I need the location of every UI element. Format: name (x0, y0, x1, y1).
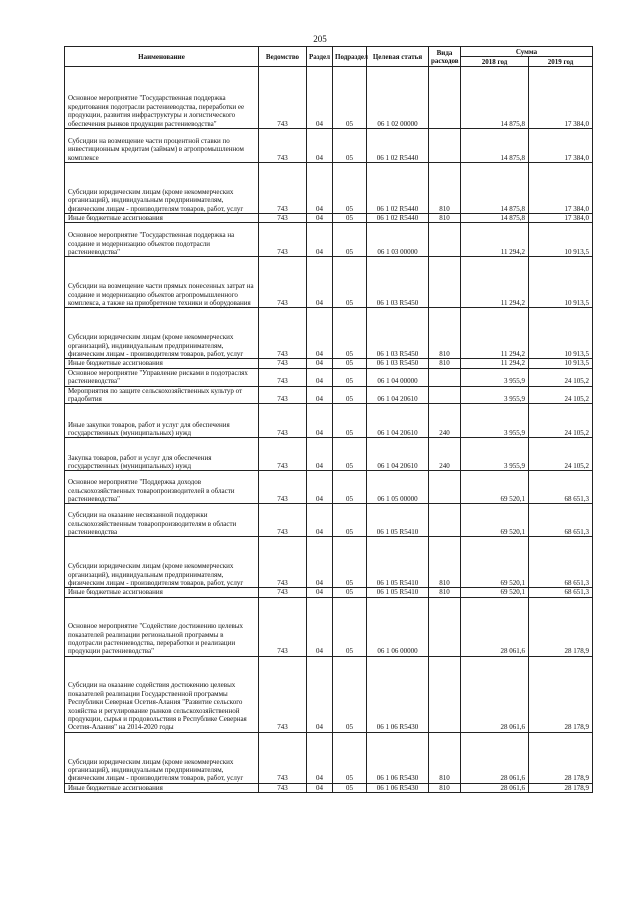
row-name: Основное мероприятие "Государственная поддержка кредитования подотрасли растениеводства, переработки ее продукции, развития инфраструктуры и логистического обеспечения рынков продукции растениеводства" (65, 67, 259, 129)
row-subsection: 05 (333, 257, 367, 308)
row-subsection: 05 (333, 588, 367, 597)
header-sum: Сумма (461, 47, 593, 57)
row-department: 743 (259, 223, 307, 257)
row-sum-2018: 28 061,6 (461, 783, 529, 792)
budget-table (64, 46, 593, 793)
row-target-article: 06 1 03 R5450 (367, 359, 429, 368)
row-sum-2019: 10 913,5 (529, 308, 593, 359)
table-row (65, 656, 593, 732)
row-sum-2018: 28 061,6 (461, 656, 529, 732)
row-subsection: 05 (333, 386, 367, 404)
row-expense-type (429, 368, 461, 386)
row-department: 743 (259, 537, 307, 588)
table-row (65, 438, 593, 471)
row-name: Субсидии на возмещение части процентной ставки по инвестиционным кредитам (займам) в агропромышленном комплексе (65, 129, 259, 163)
row-section: 04 (307, 656, 333, 732)
row-subsection: 05 (333, 438, 367, 471)
row-expense-type: 810 (429, 732, 461, 783)
row-expense-type (429, 257, 461, 308)
row-sum-2019: 28 178,9 (529, 597, 593, 656)
row-sum-2019: 68 651,3 (529, 471, 593, 504)
row-department: 743 (259, 404, 307, 438)
row-sum-2019: 24 105,2 (529, 438, 593, 471)
row-target-article: 06 1 04 00000 (367, 368, 429, 386)
row-expense-type: 240 (429, 404, 461, 438)
row-name: Иные бюджетные ассигнования (65, 359, 259, 368)
row-name: Субсидии на оказание несвязанной поддержки сельскохозяйственным товаропроизводителям в области растениеводства (65, 504, 259, 537)
row-sum-2018: 69 520,1 (461, 471, 529, 504)
table-row (65, 308, 593, 359)
row-subsection: 05 (333, 732, 367, 783)
row-subsection: 05 (333, 163, 367, 214)
row-sum-2019: 68 651,3 (529, 537, 593, 588)
row-section: 04 (307, 471, 333, 504)
row-section: 04 (307, 214, 333, 223)
row-sum-2019: 28 178,9 (529, 656, 593, 732)
row-target-article: 06 1 02 R5440 (367, 214, 429, 223)
row-name: Основное мероприятие "Поддержка доходов сельскохозяйственных товаропроизводителей в области растениеводства" (65, 471, 259, 504)
row-subsection: 05 (333, 597, 367, 656)
table-body (65, 67, 593, 793)
row-target-article: 06 1 05 00000 (367, 471, 429, 504)
row-name: Иные бюджетные ассигнования (65, 588, 259, 597)
row-target-article: 06 1 02 R5440 (367, 129, 429, 163)
row-sum-2018: 11 294,2 (461, 257, 529, 308)
row-sum-2019: 28 178,9 (529, 732, 593, 783)
row-sum-2018: 3 955,9 (461, 386, 529, 404)
table-row (65, 732, 593, 783)
row-name: Основное мероприятие "Государственная поддержка на создание и модернизацию объектов подотрасли растениеводства" (65, 223, 259, 257)
row-sum-2018: 28 061,6 (461, 597, 529, 656)
row-target-article: 06 1 06 R5430 (367, 783, 429, 792)
table-row (65, 129, 593, 163)
table-row (65, 67, 593, 129)
row-expense-type: 810 (429, 214, 461, 223)
row-section: 04 (307, 597, 333, 656)
row-department: 743 (259, 656, 307, 732)
row-department: 743 (259, 257, 307, 308)
row-expense-type (429, 504, 461, 537)
row-name: Иные бюджетные ассигнования (65, 783, 259, 792)
row-section: 04 (307, 438, 333, 471)
table-row (65, 783, 593, 792)
row-name: Субсидии юридическим лицам (кроме некоммерческих организаций), индивидуальным предпринимателям, физическим лицам - производителям товаров, работ, услуг (65, 163, 259, 214)
table-row (65, 214, 593, 223)
row-subsection: 05 (333, 214, 367, 223)
row-target-article: 06 1 06 00000 (367, 597, 429, 656)
row-name: Иные бюджетные ассигнования (65, 214, 259, 223)
row-sum-2019: 68 651,3 (529, 588, 593, 597)
row-target-article: 06 1 06 R5430 (367, 732, 429, 783)
row-expense-type: 810 (429, 163, 461, 214)
row-sum-2018: 11 294,2 (461, 223, 529, 257)
header-expense-type: Вида расходов (429, 47, 461, 67)
row-expense-type: 810 (429, 537, 461, 588)
row-department: 743 (259, 438, 307, 471)
row-expense-type (429, 471, 461, 504)
row-section: 04 (307, 257, 333, 308)
table-row (65, 537, 593, 588)
row-sum-2018: 28 061,6 (461, 732, 529, 783)
row-section: 04 (307, 368, 333, 386)
row-section: 04 (307, 588, 333, 597)
row-sum-2019: 28 178,9 (529, 783, 593, 792)
row-sum-2018: 69 520,1 (461, 588, 529, 597)
row-name: Основное мероприятие "Содействие достижению целевых показателей реализации региональной программы в подотрасли растениеводства, переработки и реализации продукции растениеводства" (65, 597, 259, 656)
row-subsection: 05 (333, 537, 367, 588)
row-sum-2019: 10 913,5 (529, 257, 593, 308)
row-target-article: 06 1 04 20610 (367, 386, 429, 404)
row-target-article: 06 1 03 R5450 (367, 308, 429, 359)
row-section: 04 (307, 67, 333, 129)
row-name: Субсидии юридическим лицам (кроме некоммерческих организаций), индивидуальным предпринимателям, физическим лицам - производителям товаров, работ, услуг (65, 537, 259, 588)
row-department: 743 (259, 783, 307, 792)
row-sum-2018: 3 955,9 (461, 438, 529, 471)
row-sum-2019: 17 384,0 (529, 163, 593, 214)
row-expense-type: 240 (429, 438, 461, 471)
table-row (65, 163, 593, 214)
row-target-article: 06 1 05 R5410 (367, 588, 429, 597)
row-sum-2018: 14 875,8 (461, 67, 529, 129)
row-department: 743 (259, 129, 307, 163)
row-section: 04 (307, 308, 333, 359)
row-section: 04 (307, 732, 333, 783)
row-sum-2018: 14 875,8 (461, 163, 529, 214)
row-target-article: 06 1 03 R5450 (367, 257, 429, 308)
row-department: 743 (259, 214, 307, 223)
header-subsection: Подраздел (333, 47, 367, 67)
row-name: Субсидии юридическим лицам (кроме некоммерческих организаций), индивидуальным предпринимателям, физическим лицам - производителям товаров, работ, услуг (65, 732, 259, 783)
row-department: 743 (259, 368, 307, 386)
header-year-2018: 2018 год (461, 57, 529, 67)
row-subsection: 05 (333, 359, 367, 368)
row-sum-2018: 11 294,2 (461, 359, 529, 368)
table-row (65, 597, 593, 656)
row-section: 04 (307, 404, 333, 438)
row-expense-type (429, 223, 461, 257)
row-subsection: 05 (333, 783, 367, 792)
row-sum-2018: 11 294,2 (461, 308, 529, 359)
row-subsection: 05 (333, 471, 367, 504)
row-name: Субсидии на оказание содействия достижению целевых показателей реализации Государственной программы Республики Северная Осетия-Алания "Развитие сельского хозяйства и регулирование рынков сельскохозяйственной продукции, сырья и продовольствия в Республике Северная Осетия-Алания" на 2014-2020 годы (65, 656, 259, 732)
row-name: Основное мероприятие "Управление рисками в подотраслях растениеводства" (65, 368, 259, 386)
row-sum-2018: 3 955,9 (461, 404, 529, 438)
row-expense-type: 810 (429, 588, 461, 597)
row-name: Субсидии на возмещение части прямых понесенных затрат на создание и модернизацию объектов агропромышленного комплекса, а также на приобретение техники и оборудования (65, 257, 259, 308)
row-subsection: 05 (333, 504, 367, 537)
row-department: 743 (259, 597, 307, 656)
row-department: 743 (259, 732, 307, 783)
row-department: 743 (259, 67, 307, 129)
row-sum-2018: 69 520,1 (461, 504, 529, 537)
row-sum-2019: 10 913,5 (529, 223, 593, 257)
row-sum-2019: 17 384,0 (529, 67, 593, 129)
row-target-article: 06 1 03 00000 (367, 223, 429, 257)
row-name: Мероприятия по защите сельскохозяйственных культур от градобития (65, 386, 259, 404)
row-subsection: 05 (333, 67, 367, 129)
table-row (65, 471, 593, 504)
row-target-article: 06 1 04 20610 (367, 404, 429, 438)
row-sum-2018: 14 875,8 (461, 214, 529, 223)
row-target-article: 06 1 04 20610 (367, 438, 429, 471)
row-expense-type (429, 67, 461, 129)
row-sum-2019: 24 105,2 (529, 386, 593, 404)
row-expense-type (429, 656, 461, 732)
table-row (65, 359, 593, 368)
row-section: 04 (307, 386, 333, 404)
row-target-article: 06 1 05 R5410 (367, 504, 429, 537)
row-sum-2019: 17 384,0 (529, 129, 593, 163)
row-target-article: 06 1 05 R5410 (367, 537, 429, 588)
row-expense-type: 810 (429, 308, 461, 359)
row-sum-2018: 14 875,8 (461, 129, 529, 163)
row-subsection: 05 (333, 308, 367, 359)
table-row (65, 257, 593, 308)
row-expense-type (429, 386, 461, 404)
row-subsection: 05 (333, 223, 367, 257)
table-row (65, 504, 593, 537)
row-section: 04 (307, 163, 333, 214)
row-name: Иные закупки товаров, работ и услуг для обеспечения государственных (муниципальных) нужд (65, 404, 259, 438)
row-subsection: 05 (333, 129, 367, 163)
row-sum-2019: 24 105,2 (529, 368, 593, 386)
table-row (65, 386, 593, 404)
row-target-article: 06 1 02 00000 (367, 67, 429, 129)
row-subsection: 05 (333, 656, 367, 732)
row-section: 04 (307, 783, 333, 792)
row-department: 743 (259, 386, 307, 404)
table-row (65, 368, 593, 386)
row-section: 04 (307, 129, 333, 163)
table-row (65, 404, 593, 438)
table-row (65, 588, 593, 597)
row-section: 04 (307, 504, 333, 537)
row-department: 743 (259, 359, 307, 368)
row-subsection: 05 (333, 368, 367, 386)
row-department: 743 (259, 163, 307, 214)
row-expense-type: 810 (429, 783, 461, 792)
row-sum-2019: 24 105,2 (529, 404, 593, 438)
row-department: 743 (259, 504, 307, 537)
row-department: 743 (259, 308, 307, 359)
row-sum-2018: 3 955,9 (461, 368, 529, 386)
row-sum-2018: 69 520,1 (461, 537, 529, 588)
row-department: 743 (259, 471, 307, 504)
row-name: Закупка товаров, работ и услуг для обеспечения государственных (муниципальных) нужд (65, 438, 259, 471)
row-sum-2019: 68 651,3 (529, 504, 593, 537)
row-name: Субсидии юридическим лицам (кроме некоммерческих организаций), индивидуальным предпринимателям, физическим лицам - производителям товаров, работ, услуг (65, 308, 259, 359)
table-row (65, 223, 593, 257)
row-department: 743 (259, 588, 307, 597)
header-department: Ведомство (259, 47, 307, 67)
row-expense-type (429, 597, 461, 656)
row-sum-2019: 17 384,0 (529, 214, 593, 223)
page-number: 205 (313, 34, 327, 44)
table-header (65, 47, 593, 67)
row-target-article: 06 1 02 R5440 (367, 163, 429, 214)
row-section: 04 (307, 537, 333, 588)
header-year-2019: 2019 год (529, 57, 593, 67)
row-section: 04 (307, 359, 333, 368)
row-expense-type: 810 (429, 359, 461, 368)
row-section: 04 (307, 223, 333, 257)
row-subsection: 05 (333, 404, 367, 438)
row-sum-2019: 10 913,5 (529, 359, 593, 368)
row-target-article: 06 1 06 R5430 (367, 656, 429, 732)
header-section: Раздел (307, 47, 333, 67)
row-expense-type (429, 129, 461, 163)
header-name: Наименование (65, 47, 259, 67)
header-target-article: Целевая статья (367, 47, 429, 67)
